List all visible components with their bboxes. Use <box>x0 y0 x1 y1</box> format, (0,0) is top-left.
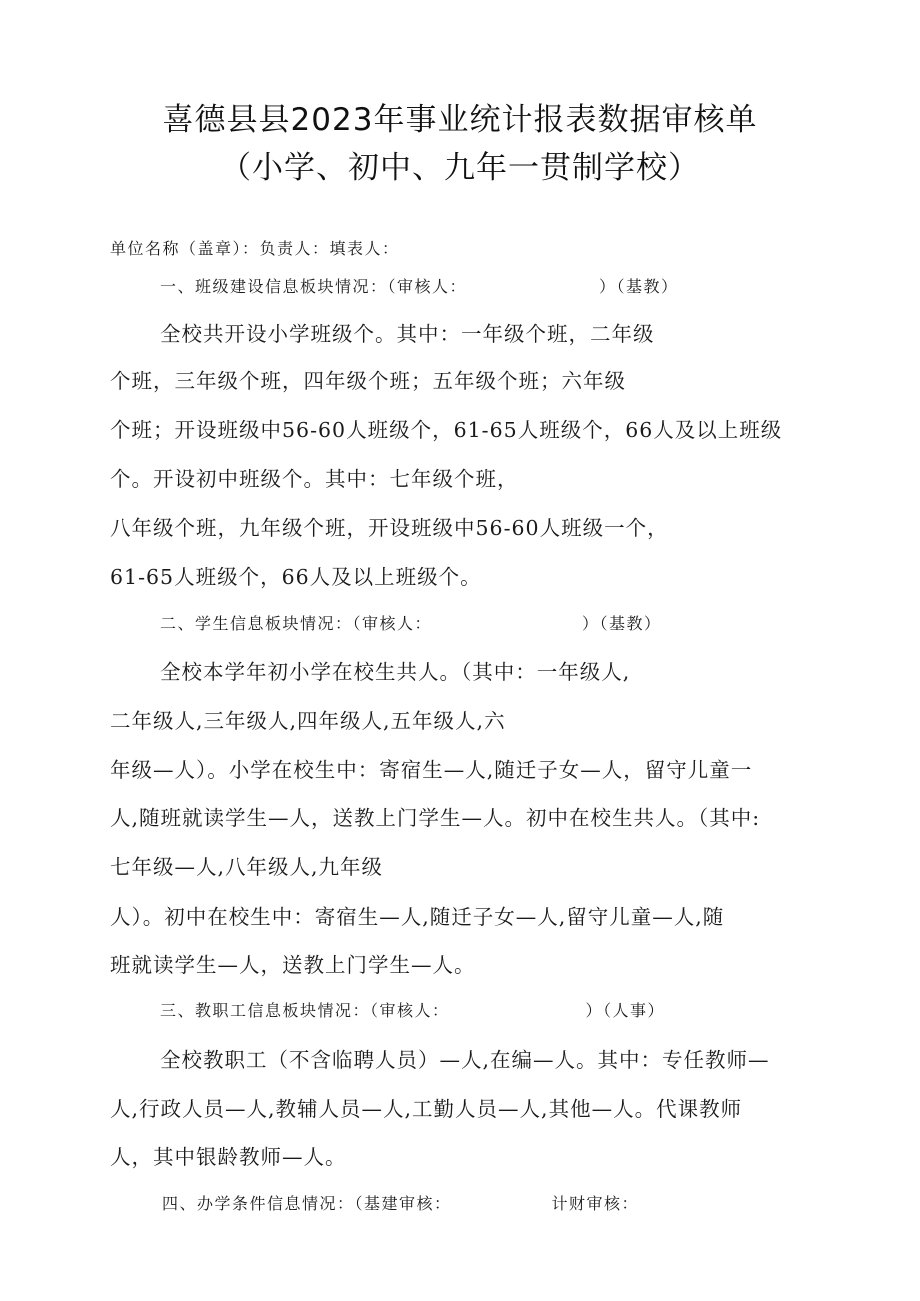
section2-line: 七年级—人,八年级人,九年级 <box>110 855 384 879</box>
section3-heading-left: 三、教职工信息板块情况：（审核人： <box>160 1001 450 1020</box>
section2-heading <box>160 611 662 634</box>
section3-line: 人，其中银龄教师—人。 <box>110 1145 347 1169</box>
document-title-line2: （小学、初中、九年一贯制学校） <box>220 150 700 186</box>
section1-line: 61-65人班级个，66人及以上班级个。 <box>110 565 482 589</box>
section2-line: 年级—人）。小学在校生中：寄宿生—人,随迁子女—人，留守儿童一 <box>110 758 753 782</box>
section2-line: 班就读学生—人，送教上门学生—人。 <box>110 953 476 977</box>
section3-line: 全校教职工（不含临聘人员）—人,在编—人。其中：专任教师— <box>160 1048 770 1072</box>
section2-line: 二年级人,三年级人,四年级人,五年级人,六 <box>110 709 506 733</box>
section2-line: 全校本学年初小学在校生共人。（其中：一年级人, <box>160 660 631 684</box>
unit-header-line: 单位名称（盖章）：负责人：填表人： <box>110 239 400 258</box>
section3-heading <box>160 998 665 1021</box>
section2-heading-left: 二、学生信息板块情况：（审核人： <box>160 614 433 633</box>
section2-line: 人）。初中在校生中：寄宿生—人,随迁子女—人,留守儿童—人,随 <box>110 905 725 929</box>
section2-heading-right: ）（基教） <box>582 614 662 633</box>
section1-line: 全校共开设小学班级个。其中：一年级个班，二年级 <box>160 322 655 346</box>
section1-line: 个班，三年级个班，四年级个班；五年级个班；六年级 <box>110 369 626 393</box>
section1-line: 八年级个班，九年级个班，开设班级中56-60人班级一个， <box>110 516 669 540</box>
section3-line: 人,行政人员—人,教辅人员—人,工勤人员—人,其他—人。代课教师 <box>110 1097 743 1121</box>
section4-heading-right: 计财审核： <box>551 1194 640 1213</box>
section1-heading <box>160 274 679 297</box>
section4-heading <box>162 1191 639 1214</box>
section1-heading-left: 一、班级建设信息板块情况：（审核人： <box>160 277 468 296</box>
section3-heading-right: ）（人事） <box>585 1001 666 1020</box>
section1-line: 个。开设初中班级个。其中：七年级个班， <box>110 467 519 491</box>
section2-line: 人,随班就读学生—人，送教上门学生—人。初中在校生共人。（其中: <box>110 806 761 830</box>
document-title-line1: 喜德县县2023年事业统计报表数据审核单 <box>162 102 758 138</box>
section4-heading-left: 四、办学条件信息情况：（基建审核： <box>162 1194 452 1213</box>
section1-heading-right: ）（基教） <box>599 277 679 296</box>
section1-line: 个班；开设班级中56-60人班级个，61-65人班级个，66人及以上班级 <box>110 418 783 442</box>
